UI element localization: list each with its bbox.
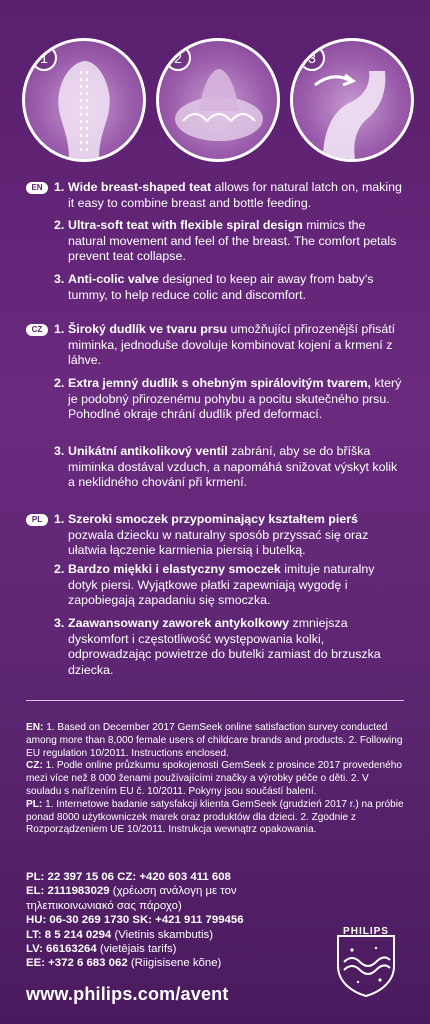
item-heading: Extra jemný dudlík s ohebným spirálovitým tvarem,	[68, 376, 371, 390]
item-text: umožňující přirozenější přisátí miminka, jednoduše dovoluje kombinovat kojení a krmení z láhve.	[68, 322, 396, 367]
item-number: 1.	[54, 322, 65, 336]
item-heading: Unikátní antikolikový ventil	[68, 444, 228, 458]
item-heading: Ultra-soft teat with flexible spiral design	[68, 218, 303, 232]
footnote-lang: EN:	[26, 722, 44, 733]
contact-line	[26, 928, 316, 942]
item-number: 3.	[54, 444, 65, 458]
item-heading: Široký dudlík ve tvaru prsu	[68, 322, 228, 336]
contact-note: (vietējais tarifs)	[96, 943, 177, 956]
contact-line	[26, 884, 316, 913]
contact-number: LT: 8 5 214 0294	[26, 928, 112, 941]
valve-teat-illustration	[290, 38, 414, 162]
item-heading: Anti-colic valve	[68, 272, 159, 286]
feature-item	[54, 376, 404, 423]
item-heading: Szeroki smoczek przypominający kształtem pierś	[68, 512, 358, 526]
footnotes	[26, 722, 406, 837]
footnote-cz	[26, 760, 406, 798]
item-text: allows for natural latch on, making it easy to combine breast and bottle feeding.	[68, 180, 402, 210]
teat-shape-illustration	[22, 38, 146, 162]
feature-item	[54, 444, 404, 491]
footnote-pl	[26, 799, 406, 837]
contact-number: HU: 06-30 269 1730 SK: +421 911 799456	[26, 914, 244, 927]
contact-list	[26, 870, 316, 971]
item-number: 2.	[54, 218, 65, 232]
philips-logo	[330, 922, 402, 998]
item-text: zabrání, aby se do bříška miminka dostával vzduch, a napomáhá snižovat výskyt kolik a neklidného chování při krmení.	[68, 444, 398, 489]
footnote-text: 1. Podle online průzkumu spokojenosti GemSeek z prosince 2017 provedeného mezi více než 8 000 ženami používajícími značky a výrobky péče o děti. 2. V souladu s nařízením EU č. 10/2011. Pokyny jsou součástí balení.	[26, 760, 402, 797]
item-heading: Bardzo miękki i elastyczny smoczek	[68, 562, 281, 576]
item-number: 3.	[54, 272, 65, 286]
item-text: imituje naturalny dotyk piersi. Wyjątkowe płatki zapewniają wygodę i zapobiegają zapadaniu się smoczka.	[68, 562, 375, 607]
contact-number: EE: +372 6 683 062	[26, 957, 128, 970]
contact-note: (χρέωση ανάλογη με τον τηλεπικοινωνιακό σας πάροχο)	[26, 885, 237, 912]
feature-item	[54, 272, 404, 303]
feature-item	[54, 562, 404, 609]
item-number: 2.	[54, 562, 65, 576]
feature-item	[54, 512, 404, 559]
item-text: mimics the natural movement and feel of the breast. The comfort petals prevent teat collapse.	[68, 218, 397, 263]
item-text: designed to keep air away from baby's tummy, to help reduce colic and discomfort.	[68, 272, 374, 302]
feature-item	[54, 616, 404, 678]
item-number: 2.	[54, 376, 65, 390]
feature-item	[54, 218, 404, 265]
item-heading: Zaawansowany zaworek antykolkowy	[68, 616, 290, 630]
contact-note: (Riigisisene kõne)	[127, 957, 222, 970]
divider	[26, 700, 404, 701]
footnote-en	[26, 722, 406, 760]
contact-line	[26, 956, 316, 970]
item-number: 1.	[54, 180, 65, 194]
item-text: který je podobný přirozenému pohybu a pocitu skutečného prsu. Pohodlné okraje chrání dudlík před deformací.	[68, 376, 402, 421]
item-number: 1.	[54, 512, 65, 526]
contact-line	[26, 870, 316, 884]
item-text: zmniejsza dyskomfort i częstotliwość występowania kolki, odprowadzając powietrze do butelki zamiast do brzuszka dziecka.	[68, 616, 381, 677]
contact-number: EL: 2111983029	[26, 885, 110, 898]
language-tag: PL	[26, 514, 48, 526]
item-heading: Wide breast-shaped teat	[68, 180, 212, 194]
website-link[interactable]: www.philips.com/avent	[26, 984, 229, 1004]
language-tag: CZ	[26, 324, 48, 336]
contact-number: LV: 66163264	[26, 943, 97, 956]
feature-item	[54, 180, 404, 211]
brand-name: PHILIPS	[343, 926, 389, 937]
item-text: pozwala dziecku w naturalny sposób przyssać się oraz ułatwia łączenie karmienia piersią i butelką.	[68, 527, 369, 557]
teat-illustrations	[22, 32, 412, 162]
contact-line	[26, 942, 316, 956]
step-number: 1	[31, 45, 57, 71]
language-tag: EN	[26, 182, 48, 194]
item-number: 3.	[54, 616, 65, 630]
contact-note: (Vietinis skambutis)	[111, 928, 213, 941]
footnote-text: 1. Based on December 2017 GemSeek online satisfaction survey conducted among more than 8,000 female users of childcare brands and products. 2. Following EU regulation 10/2011. Instructions enclosed.	[26, 722, 403, 759]
feature-item	[54, 322, 404, 369]
footnote-text: 1. Internetowe badanie satysfakcji klienta GemSeek (grudzień 2017 r.) na próbie ponad 8000 użytkowniczek marek oraz produktów dla dzieci. 2. Zgodnie z Rozporządzeniem UE 10/2011. Instrukcja wewnątrz opakowania.	[26, 798, 404, 836]
contact-line	[26, 913, 316, 927]
spiral-teat-illustration	[156, 38, 280, 162]
step-number: 2	[165, 45, 191, 71]
contact-number: PL: 22 397 15 06 CZ: +420 603 411 608	[26, 871, 231, 883]
footnote-lang: PL:	[26, 798, 43, 810]
footnote-lang: CZ:	[26, 760, 43, 772]
step-number: 3	[299, 45, 325, 71]
